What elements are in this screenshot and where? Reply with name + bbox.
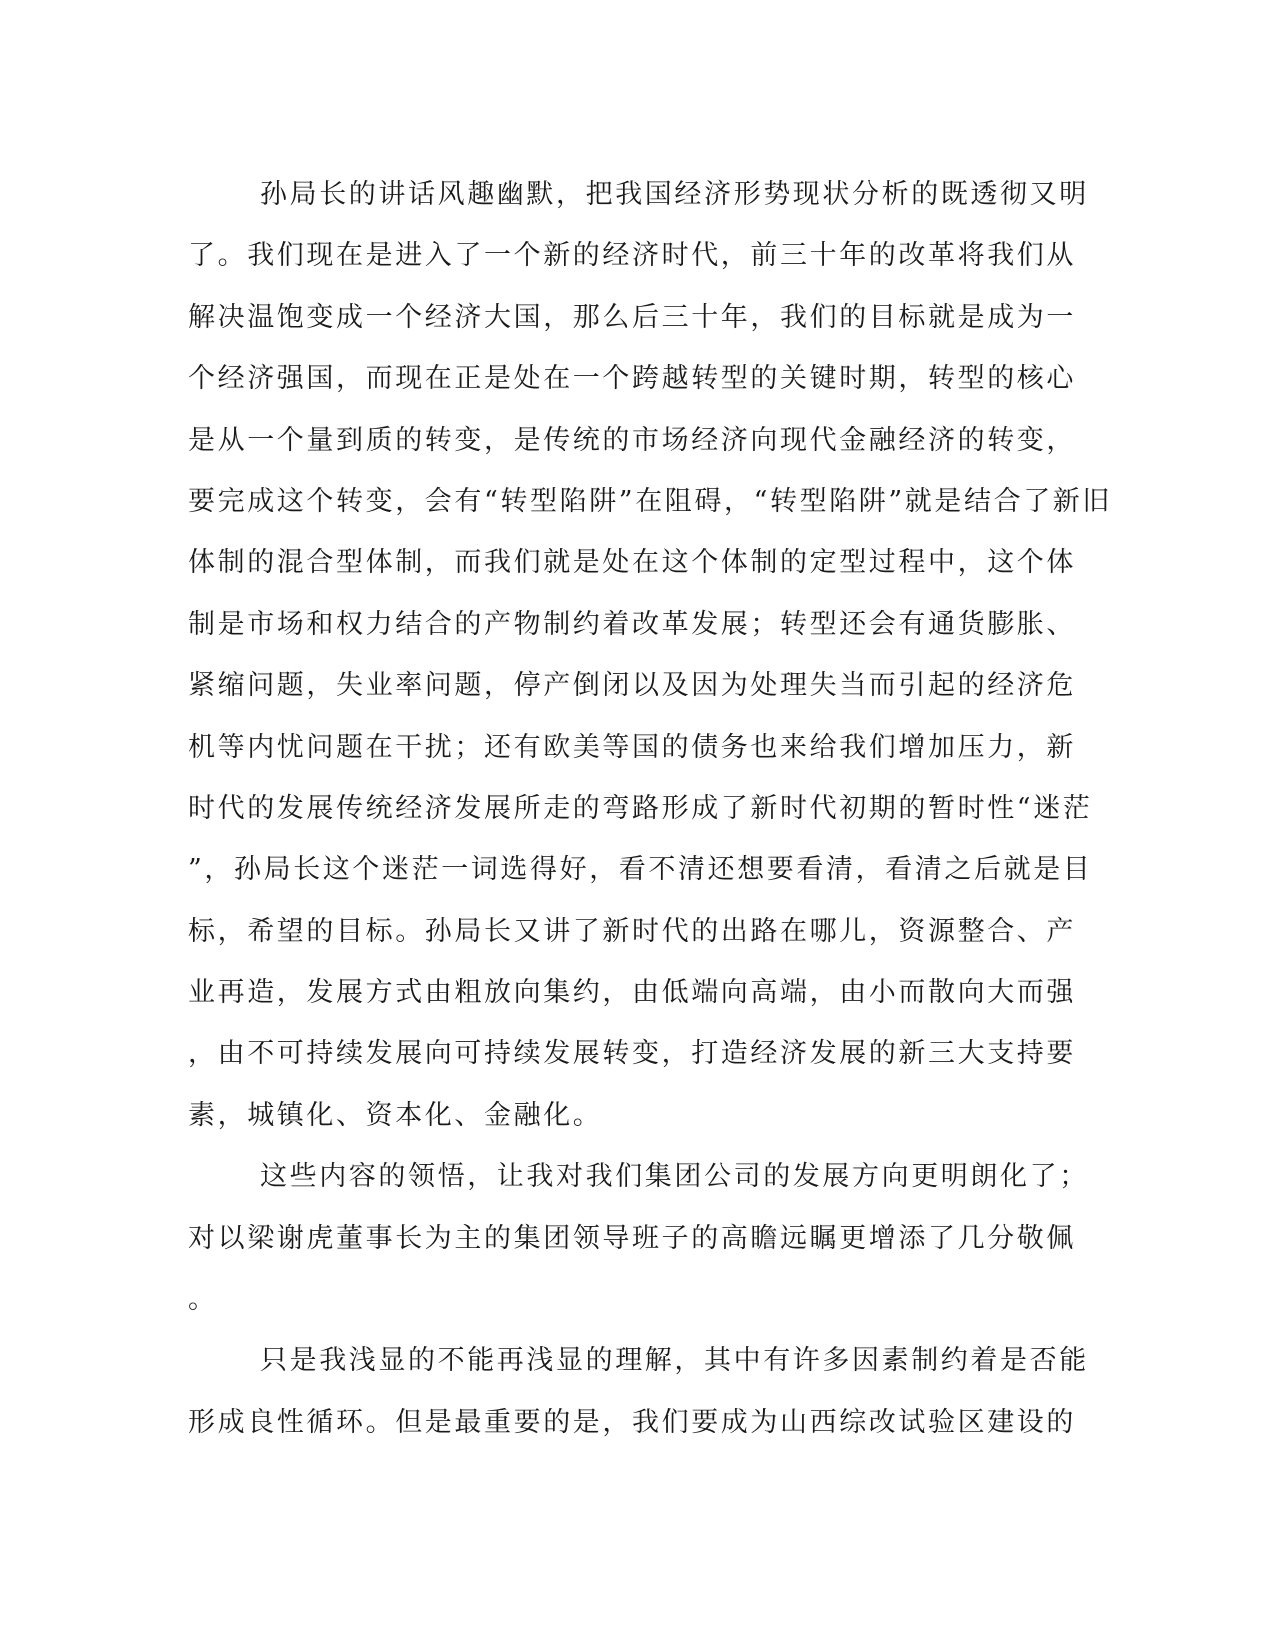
body-text bbox=[188, 164, 1113, 1453]
text-line: 。 bbox=[188, 1284, 218, 1316]
paragraph-1 bbox=[188, 164, 1113, 1146]
text-line: 要完成这个转变，会有“转型陷阱”在阻碍，“转型陷阱”就是结合了新旧 bbox=[188, 485, 1113, 517]
paragraph-3 bbox=[188, 1330, 1089, 1453]
text-line: 机等内忧问题在干扰；还有欧美等国的债务也来给我们增加压力，新 bbox=[188, 731, 1076, 763]
text-line: 了。我们现在是进入了一个新的经济时代，前三十年的改革将我们从 bbox=[188, 240, 1076, 272]
text-line: ，由不可持续发展向可持续发展转变，打造经济发展的新三大支持要 bbox=[188, 1038, 1076, 1070]
text-line: 制是市场和权力结合的产物制约着改革发展；转型还会有通货膨胀、 bbox=[188, 608, 1076, 640]
paragraph-2 bbox=[188, 1146, 1089, 1330]
text-line: 这些内容的领悟，让我对我们集团公司的发展方向更明朗化了； bbox=[260, 1161, 1089, 1193]
text-line: 形成良性循环。但是最重要的是，我们要成为山西综改试验区建设的 bbox=[188, 1406, 1076, 1438]
text-line: 对以梁谢虎董事长为主的集团领导班子的高瞻远瞩更增添了几分敬佩 bbox=[188, 1222, 1076, 1254]
text-line: 是从一个量到质的转变，是传统的市场经济向现代金融经济的转变， bbox=[188, 424, 1076, 456]
text-line: 紧缩问题，失业率问题，停产倒闭以及因为处理失当而引起的经济危 bbox=[188, 670, 1076, 702]
text-line: 时代的发展传统经济发展所走的弯路形成了新时代初期的暂时性“迷茫 bbox=[188, 792, 1093, 824]
text-line: 个经济强国，而现在正是处在一个跨越转型的关键时期，转型的核心 bbox=[188, 363, 1076, 395]
text-line: 标，希望的目标。孙局长又讲了新时代的出路在哪儿，资源整合、产 bbox=[188, 915, 1076, 947]
text-line: 素，城镇化、资本化、金融化。 bbox=[188, 1099, 603, 1131]
text-line: 业再造，发展方式由粗放向集约，由低端向高端，由小而散向大而强 bbox=[188, 977, 1076, 1009]
text-line: 体制的混合型体制，而我们就是处在这个体制的定型过程中，这个体 bbox=[188, 547, 1076, 579]
text-line: 孙局长的讲话风趣幽默，把我国经济形势现状分析的既透彻又明 bbox=[260, 179, 1089, 210]
text-line: 只是我浅显的不能再浅显的理解，其中有许多因素制约着是否能 bbox=[260, 1345, 1089, 1377]
text-line: ”，孙局长这个迷茫一词选得好，看不清还想要看清，看清之后就是目 bbox=[188, 854, 1093, 886]
text-line: 解决温饱变成一个经济大国，那么后三十年，我们的目标就是成为一 bbox=[188, 301, 1076, 333]
